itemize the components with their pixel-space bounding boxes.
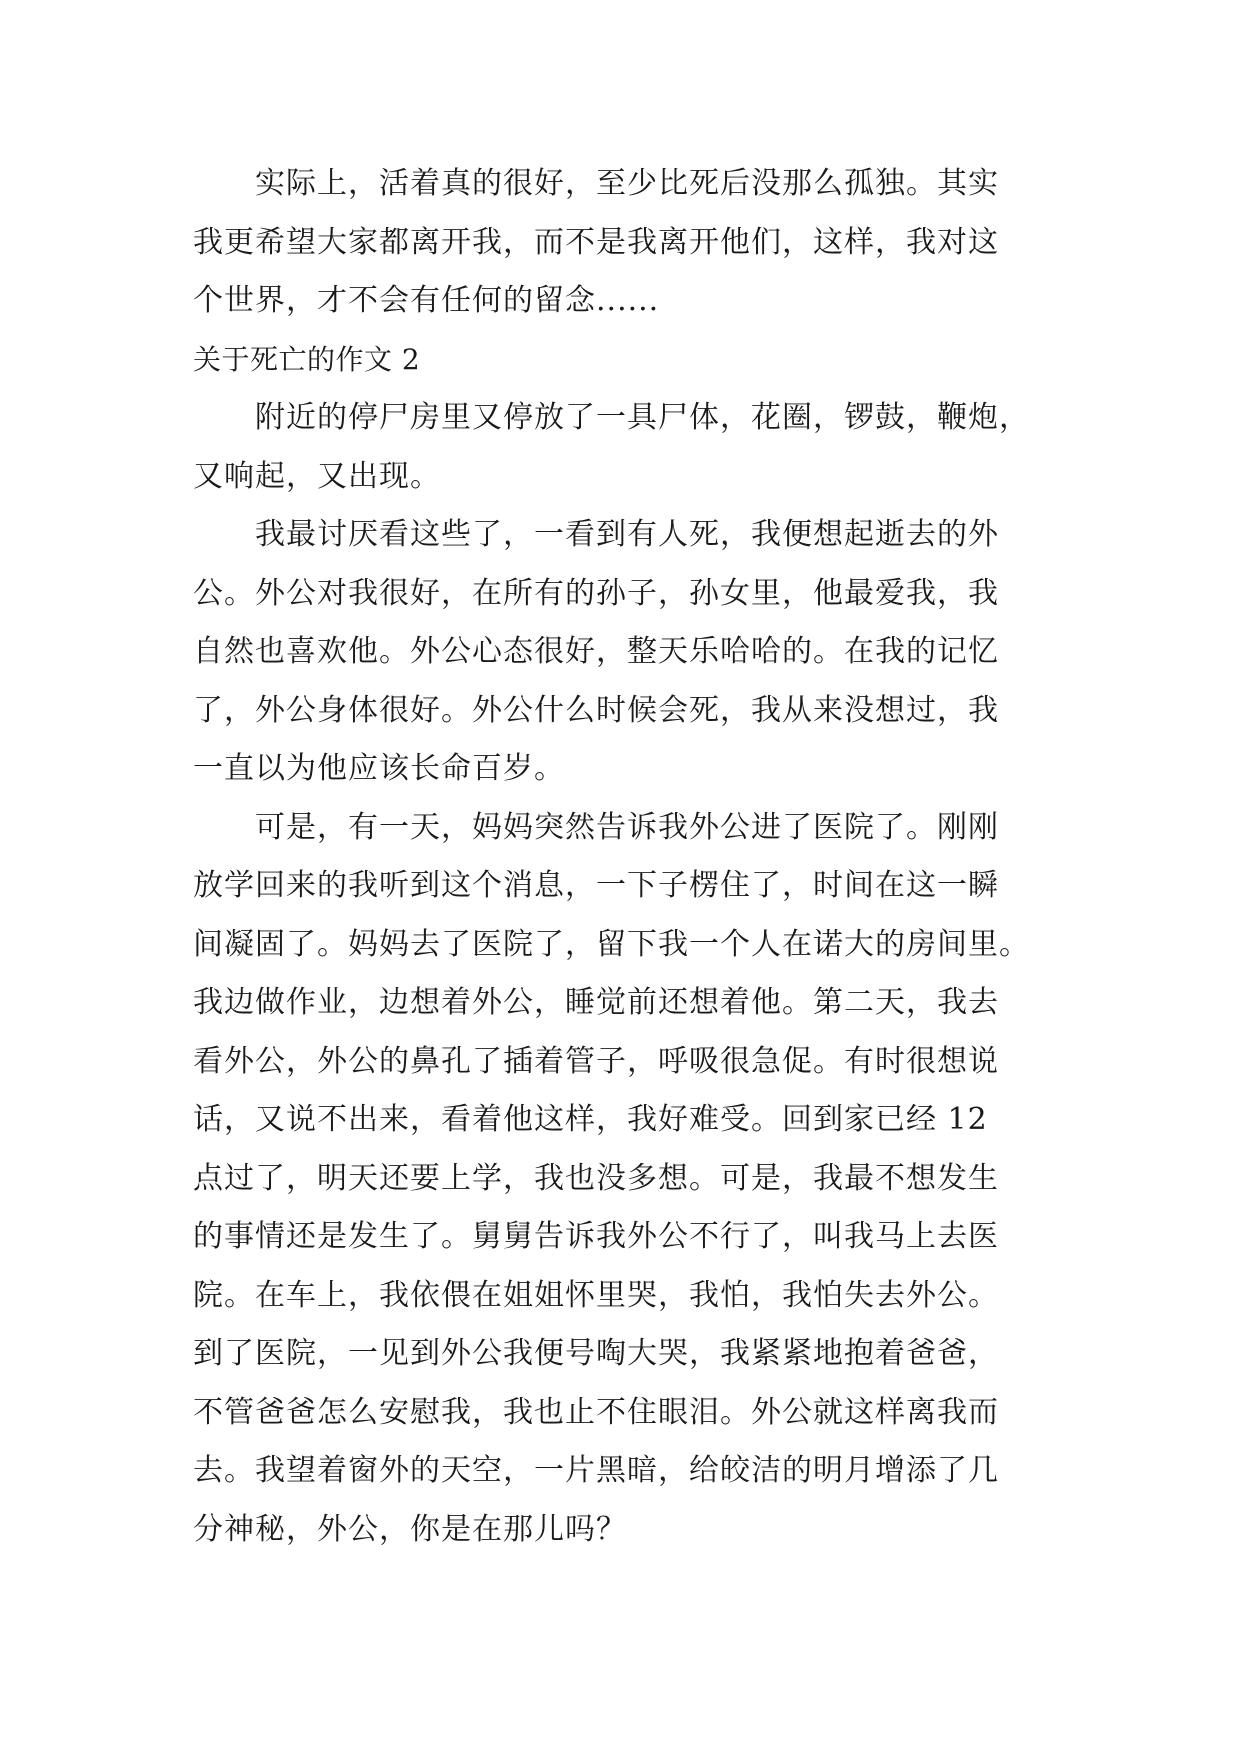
- paragraph: [193, 155, 1053, 331]
- text-line: 实际上，活着真的很好，至少比死后没那么孤独。其实: [255, 166, 999, 201]
- document-body: [193, 155, 1053, 1559]
- text-line: 点过了，明天还要上学，我也没多想。可是，我最不想发生: [193, 1160, 999, 1196]
- text-line: 个世界，才不会有任何的留念......: [193, 283, 660, 318]
- paragraph: [193, 799, 1053, 1560]
- text-line: 又响起，又出现。: [193, 458, 441, 494]
- section-heading: 关于死亡的作文 2: [193, 342, 421, 376]
- text-line: 话，又说不出来，看着他这样，我好难受。回到家已经 12: [193, 1102, 988, 1137]
- text-line: 我更希望大家都离开我，而不是我离开他们，这样，我对这: [193, 224, 999, 260]
- paragraph: [193, 506, 1053, 799]
- text-line: 自然也喜欢他。外公心态很好，整天乐哈哈的。在我的记忆: [193, 634, 999, 669]
- paragraph: [193, 389, 1053, 506]
- text-line: 了，外公身体很好。外公什么时候会死，我从来没想过，我: [193, 692, 999, 728]
- text-line: 看外公，外公的鼻孔了插着管子，呼吸很急促。有时很想说: [193, 1043, 999, 1079]
- text-line: 分神秘，外公，你是在那儿吗？: [193, 1511, 627, 1547]
- text-line: 我边做作业，边想着外公，睡觉前还想着他。第二天，我去: [193, 985, 999, 1020]
- text-line: 不管爸爸怎么安慰我，我也止不住眼泪。外公就这样离我而: [193, 1394, 999, 1430]
- text-line: 的事情还是发生了。舅舅告诉我外公不行了，叫我马上去医: [193, 1219, 999, 1254]
- text-line: 一直以为他应该长命百岁。: [193, 751, 565, 786]
- text-line: 公。外公对我很好，在所有的孙子，孙女里，他最爱我，我: [193, 575, 999, 611]
- text-line: 附近的停尸房里又停放了一具尸体，花圈，锣鼓，鞭炮，: [255, 400, 1030, 435]
- text-line: 去。我望着窗外的天空，一片黑暗，给皎洁的明月增添了几: [193, 1453, 999, 1488]
- text-line: 间凝固了。妈妈去了医院了，留下我一个人在诺大的房间里。: [193, 926, 1030, 962]
- text-line: 我最讨厌看这些了，一看到有人死，我便想起逝去的外: [255, 517, 999, 552]
- text-line: 放学回来的我听到这个消息，一下子楞住了，时间在这一瞬: [193, 868, 999, 903]
- text-line: 可是，有一天，妈妈突然告诉我外公进了医院了。刚刚: [255, 809, 999, 845]
- text-line: 院。在车上，我依偎在姐姐怀里哭，我怕，我怕失去外公。: [193, 1277, 999, 1313]
- text-line: 到了医院，一见到外公我便号啕大哭，我紧紧地抱着爸爸，: [193, 1336, 999, 1371]
